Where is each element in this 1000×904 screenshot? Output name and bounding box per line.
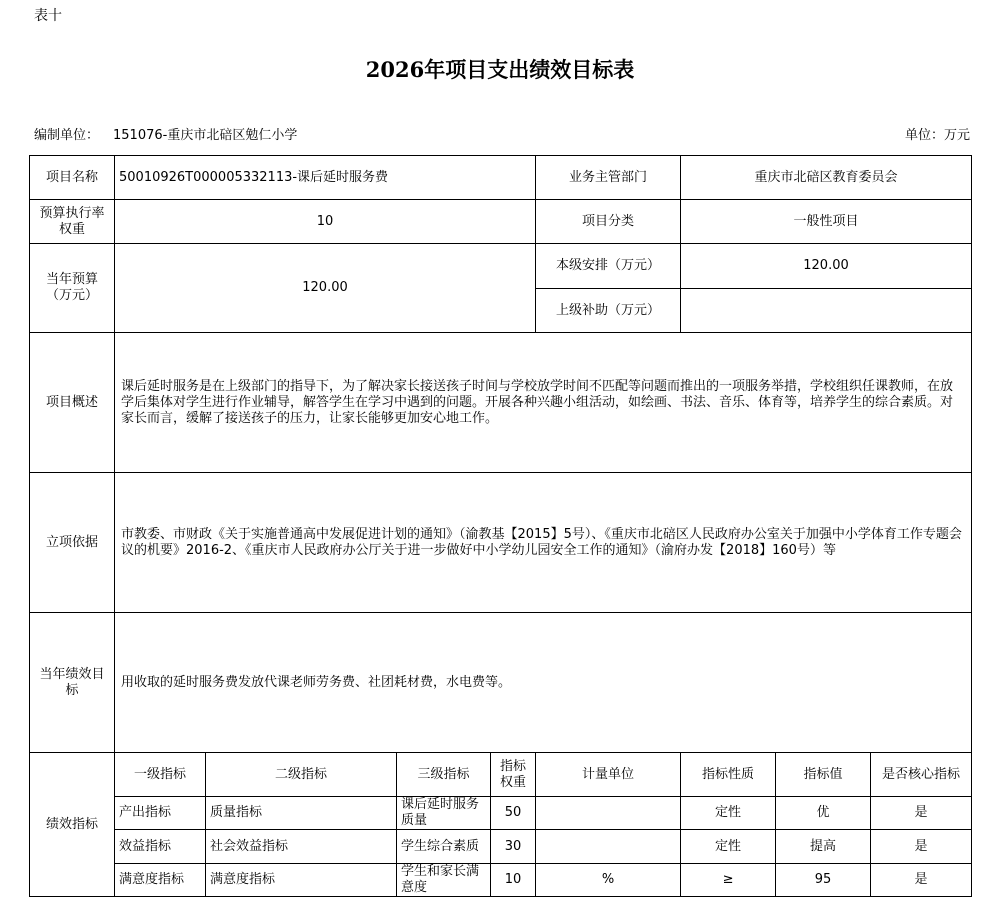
table-cell: 是 xyxy=(871,830,972,864)
column-header: 计量单位 xyxy=(536,753,681,797)
org-info xyxy=(34,124,297,143)
project-name-value: 50010926T000005332113-课后延时服务费 xyxy=(115,156,536,200)
weight-label: 预算执行率权重 xyxy=(30,200,115,244)
basis-text: 市教委、市财政《关于实施普通高中发展促进计划的通知》（渝教基【2015】5号）、《重庆市北碚区人民政府办公室关于加强中小学体育工作专题会议的机要》2016-2、《重庆市人民政府办公厅关于进一步做好中小学幼儿园安全工作的通知》（渝府办发【2018】160号）等 xyxy=(115,473,972,613)
table-cell: 质量指标 xyxy=(206,797,397,830)
table-cell: 满意度指标 xyxy=(206,864,397,897)
goal-text: 用收取的延时服务费发放代课老师劳务费、社团耗材费，水电费等。 xyxy=(115,613,972,753)
table-cell: 是 xyxy=(871,864,972,897)
table-cell: 学生综合素质 xyxy=(397,830,491,864)
table-cell: 课后延时服务质量 xyxy=(397,797,491,830)
table-cell: 10 xyxy=(491,864,536,897)
table-cell: 效益指标 xyxy=(115,830,206,864)
table-cell: 满意度指标 xyxy=(115,864,206,897)
category-value: 一般性项目 xyxy=(681,200,972,244)
budget-label: 当年预算（万元） xyxy=(30,244,115,333)
column-header: 二级指标 xyxy=(206,753,397,797)
basis-label: 立项依据 xyxy=(30,473,115,613)
upper-value xyxy=(681,289,972,333)
dept-label: 业务主管部门 xyxy=(536,156,681,200)
local-value: 120.00 xyxy=(681,244,972,289)
upper-label: 上级补助（万元） xyxy=(536,289,681,333)
table-cell: 是 xyxy=(871,797,972,830)
unit-label: 单位：万元 xyxy=(904,128,970,143)
table-cell: 定性 xyxy=(681,797,776,830)
table-number-label: 表十 xyxy=(34,8,62,24)
weight-value: 10 xyxy=(115,200,536,244)
overview-label: 项目概述 xyxy=(30,333,115,473)
table-row xyxy=(30,864,972,897)
column-header: 是否核心指标 xyxy=(871,753,972,797)
table-row xyxy=(30,830,972,864)
overview-text: 课后延时服务是在上级部门的指导下，为了解决家长接送孩子时间与学校放学时间不匹配等问题而推出的一项服务举措，学校组织任课教师，在放学后集体对学生进行作业辅导，解答学生在学习中遇到的问题。开展各种兴趣小组活动，如绘画、书法、音乐、体育等，培养学生的综合素质。对家长而言，缓解了接送孩子的压力，让家长能够更加安心地工作。 xyxy=(115,333,972,473)
column-header: 指标性质 xyxy=(681,753,776,797)
table-cell xyxy=(536,797,681,830)
table-cell: 优 xyxy=(776,797,871,830)
table-row xyxy=(30,797,972,830)
table-cell: 30 xyxy=(491,830,536,864)
org-label: 编制单位： xyxy=(34,128,100,143)
table-cell: 定性 xyxy=(681,830,776,864)
table-cell: ≥ xyxy=(681,864,776,897)
column-header: 三级指标 xyxy=(397,753,491,797)
local-label: 本级安排（万元） xyxy=(536,244,681,289)
budget-value: 120.00 xyxy=(115,244,536,333)
category-label: 项目分类 xyxy=(536,200,681,244)
table-cell xyxy=(536,830,681,864)
table-cell: 学生和家长满意度 xyxy=(397,864,491,897)
performance-target-table xyxy=(29,155,972,897)
table-cell: 产出指标 xyxy=(115,797,206,830)
column-header: 一级指标 xyxy=(115,753,206,797)
table-cell: 社会效益指标 xyxy=(206,830,397,864)
column-header: 指标权重 xyxy=(491,753,536,797)
table-cell: 95 xyxy=(776,864,871,897)
table-cell: 提高 xyxy=(776,830,871,864)
performance-label: 绩效指标 xyxy=(30,753,115,897)
column-header: 指标值 xyxy=(776,753,871,797)
project-name-label: 项目名称 xyxy=(30,156,115,200)
goal-label: 当年绩效目标 xyxy=(30,613,115,753)
table-cell: 50 xyxy=(491,797,536,830)
dept-value: 重庆市北碚区教育委员会 xyxy=(681,156,972,200)
org-value: 151076-重庆市北碚区勉仁小学 xyxy=(113,128,298,143)
page-title: 2026年项目支出绩效目标表 xyxy=(365,57,635,82)
table-cell: % xyxy=(536,864,681,897)
